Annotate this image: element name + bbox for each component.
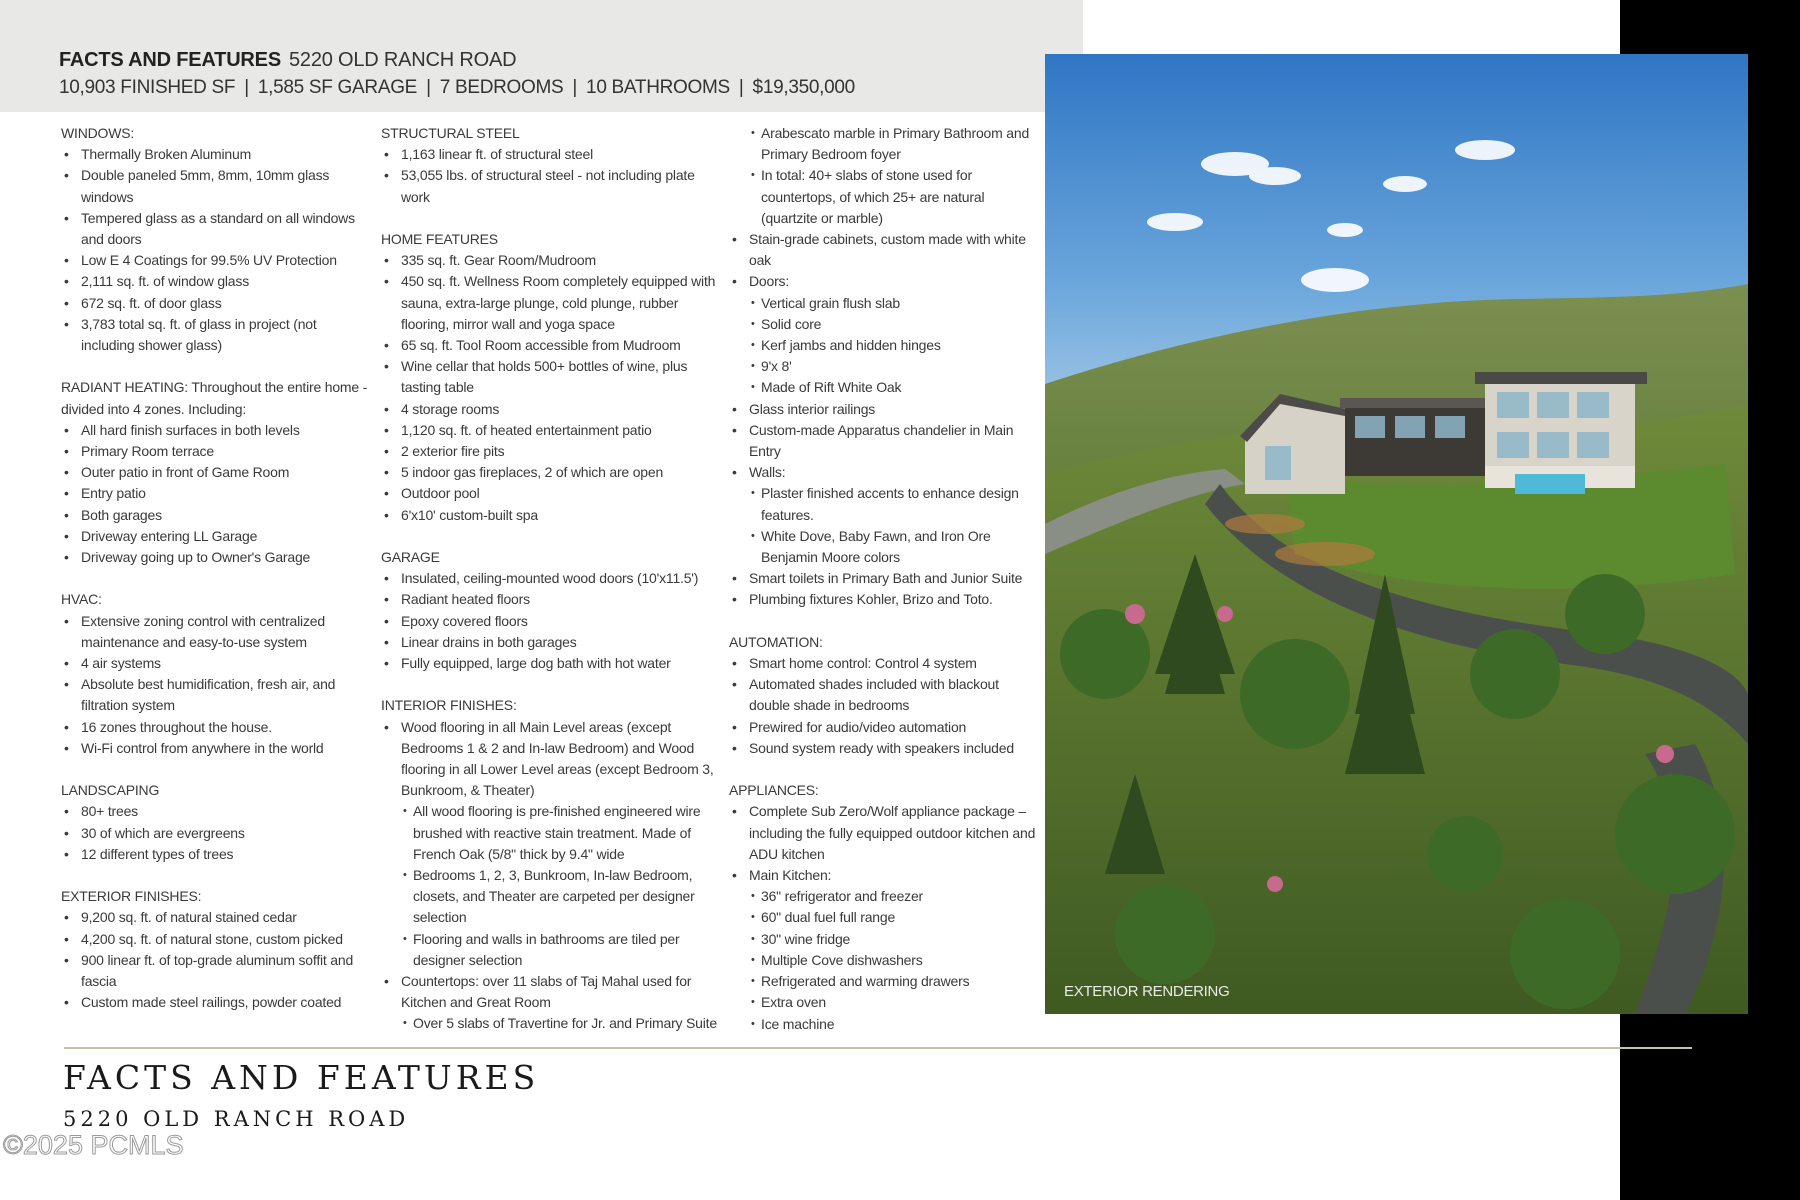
list-item: • Wi-Fi control from anywhere in the world [61,738,371,759]
interior-finishes-continued [729,123,1039,611]
sub-feature-list [729,886,1039,1034]
list-item: • Refrigerated and warming drawers [729,971,1039,992]
list-item: • Thermally Broken Aluminum [61,144,371,165]
list-item: • Outdoor pool [381,483,721,504]
feature-list [61,420,371,568]
list-item: • 30" wine fridge [729,929,1039,950]
feature-list [61,144,371,356]
list-item: • 53,055 lbs. of structural steel - not including plate work [381,165,721,207]
list-item: • Bedrooms 1, 2, 3, Bunkroom, In-law Bedroom, closets, and Theater are carpeted per designer selection [381,865,721,929]
sub-feature-list [381,1013,721,1034]
radiant-heating-section [61,377,371,568]
features-column-2 [381,123,721,1035]
list-item: • 2,111 sq. ft. of window glass [61,271,371,292]
list-item: • Double paneled 5mm, 8mm, 10mm glass windows [61,165,371,207]
list-item: • 9,200 sq. ft. of natural stained cedar [61,907,371,928]
stat-bedrooms: 7 BEDROOMS [439,77,564,98]
feature-list [381,250,721,526]
feature-list [61,611,371,759]
structural-steel-section [381,123,721,208]
list-item: • Kerf jambs and hidden hinges [729,335,1039,356]
list-item: • Plumbing fixtures Kohler, Brizo and Toto. [729,589,1039,610]
footer-title: FACTS AND FEATURES [63,1058,540,1097]
list-item: • Walls: [729,462,1039,483]
feature-list [729,399,1039,484]
list-item: • Glass interior railings [729,399,1039,420]
list-item: • 30 of which are evergreens [61,823,371,844]
sub-feature-list [729,293,1039,399]
list-item: • 3,783 total sq. ft. of glass in project (not including shower glass) [61,314,371,356]
property-stats: 10,903 FINISHED SF | 1,585 SF GARAGE | 7 BEDROOMS | 10 BATHROOMS | $19,350,000 [59,77,855,98]
section-heading: AUTOMATION: [729,633,823,650]
photo-caption: EXTERIOR RENDERING [1064,983,1230,1000]
list-item: • 1,163 linear ft. of structural steel [381,144,721,165]
list-item: • All wood flooring is pre-finished engineered wire brushed with reactive stain treatment. Made of French Oak (5/8" thick by 9.4" wide [381,801,721,865]
list-item: • Flooring and walls in bathrooms are tiled per designer selection [381,929,721,971]
feature-list [61,907,371,1013]
interior-finishes-section [381,695,721,1034]
list-item: • Prewired for audio/video automation [729,717,1039,738]
list-item: • Low E 4 Coatings for 99.5% UV Protection [61,250,371,271]
list-item: • Smart home control: Control 4 system [729,653,1039,674]
list-item: • 6'x10' custom-built spa [381,505,721,526]
list-item: • 4 air systems [61,653,371,674]
list-item: • 65 sq. ft. Tool Room accessible from Mudroom [381,335,721,356]
list-item: • Driveway going up to Owner's Garage [61,547,371,568]
list-item: • 335 sq. ft. Gear Room/Mudroom [381,250,721,271]
list-item: • 9'x 8' [729,356,1039,377]
list-item: • 900 linear ft. of top-grade aluminum soffit and fascia [61,950,371,992]
list-item: • Wine cellar that holds 500+ bottles of wine, plus tasting table [381,356,721,398]
feature-list [729,568,1039,610]
list-item: • Ice machine [729,1014,1039,1035]
list-item: • Linear drains in both garages [381,632,721,653]
section-heading: GARAGE [381,549,440,566]
section-heading: HVAC: [61,591,102,608]
section-heading: INTERIOR FINISHES: [381,697,517,714]
section-heading: WINDOWS: [61,125,135,141]
page-title [59,49,516,72]
list-item: • Primary Room terrace [61,441,371,462]
list-item: • Custom-made Apparatus chandelier in Main Entry [729,420,1039,462]
list-item: • Stain-grade cabinets, custom made with white oak [729,229,1039,271]
automation-section [729,632,1039,759]
stat-finished-sf: 10,903 FINISHED SF [59,77,236,98]
features-column-3 [729,123,1039,1035]
rendering-illustration [1045,54,1748,1014]
list-item: • Multiple Cove dishwashers [729,950,1039,971]
landscaping-section [61,780,371,865]
list-item: • 450 sq. ft. Wellness Room completely equipped with sauna, extra-large plunge, cold plunge, rubber flooring, mirror wall and yoga space [381,271,721,335]
list-item: • White Dove, Baby Fawn, and Iron Ore Benjamin Moore colors [729,526,1039,568]
copyright-watermark: ©2025 PCMLS [3,1130,184,1160]
exterior-rendering-photo [1045,54,1748,1014]
list-item: • Custom made steel railings, powder coated [61,992,371,1013]
list-item: • Main Kitchen: [729,865,1039,886]
list-item: • Solid core [729,314,1039,335]
sub-feature-list [729,483,1039,568]
home-features-section [381,229,721,526]
list-item: • Extensive zoning control with centralized maintenance and easy-to-use system [61,611,371,653]
list-item: • Countertops: over 11 slabs of Taj Mahal used for Kitchen and Great Room [381,971,721,1013]
list-item: • Driveway entering LL Garage [61,526,371,547]
list-item: • Arabescato marble in Primary Bathroom and Primary Bedroom foyer [729,123,1039,165]
features-column-1 [61,123,371,1013]
list-item: • 36" refrigerator and freezer [729,886,1039,907]
list-item: • Made of Rift White Oak [729,377,1039,398]
exterior-finishes-section [61,886,371,1013]
list-item: • Automated shades included with blackout double shade in bedrooms [729,674,1039,716]
feature-list [729,229,1039,293]
list-item: • 16 zones throughout the house. [61,717,371,738]
list-item: • Doors: [729,271,1039,292]
list-item: • 4 storage rooms [381,399,721,420]
list-item: • 4,200 sq. ft. of natural stone, custom picked [61,929,371,950]
feature-list [381,568,721,674]
stat-price: $19,350,000 [752,77,855,98]
list-item: • 5 indoor gas fireplaces, 2 of which are open [381,462,721,483]
list-item: • Fully equipped, large dog bath with hot water [381,653,721,674]
title-text: FACTS AND FEATURES [59,49,281,71]
feature-list [729,801,1039,886]
sub-feature-list [729,123,1039,229]
title-address: 5220 OLD RANCH ROAD [288,49,517,71]
section-heading: LANDSCAPING [61,782,160,799]
list-item: • Outer patio in front of Game Room [61,462,371,483]
section-heading: APPLIANCES: [729,782,819,799]
list-item: • 60" dual fuel full range [729,907,1039,928]
feature-list [381,971,721,1013]
section-heading: HOME FEATURES [381,231,498,247]
list-item: • Radiant heated floors [381,589,721,610]
feature-list [381,144,721,208]
list-item: • Entry patio [61,483,371,504]
footer-address: 5220 OLD RANCH ROAD [63,1107,410,1131]
list-item: • 12 different types of trees [61,844,371,865]
stat-bathrooms: 10 BATHROOMS [586,77,730,98]
list-item: • Vertical grain flush slab [729,293,1039,314]
list-item: • In total: 40+ slabs of stone used for countertops, of which 25+ are natural (quartzite or marble) [729,165,1039,229]
section-heading: EXTERIOR FINISHES: [61,888,202,905]
list-item: • Absolute best humidification, fresh air, and filtration system [61,674,371,716]
list-item: • Extra oven [729,992,1039,1013]
list-item: • Both garages [61,505,371,526]
list-item: • All hard finish surfaces in both levels [61,420,371,441]
list-item: • 1,120 sq. ft. of heated entertainment patio [381,420,721,441]
list-item: • Insulated, ceiling-mounted wood doors (10'x11.5') [381,568,721,589]
section-heading: RADIANT HEATING: Throughout the entire home - divided into 4 zones. Including: [61,379,368,417]
section-heading: STRUCTURAL STEEL [381,125,520,141]
list-item: • Plaster finished accents to enhance design features. [729,483,1039,525]
stat-garage-sf: 1,585 SF GARAGE [257,77,418,98]
garage-section [381,547,721,674]
list-item: • Complete Sub Zero/Wolf appliance package – including the fully equipped outdoor kitchen and ADU kitchen [729,801,1039,865]
list-item: • Over 5 slabs of Travertine for Jr. and Primary Suite [381,1013,721,1034]
list-item: • Epoxy covered floors [381,611,721,632]
list-item: • Smart toilets in Primary Bath and Junior Suite [729,568,1039,589]
sub-feature-list [381,801,721,971]
list-item: • Sound system ready with speakers included [729,738,1039,759]
windows-section [61,123,371,356]
list-item: • 2 exterior fire pits [381,441,721,462]
list-item: • Wood flooring in all Main Level areas (except Bedrooms 1 & 2 and In-law Bedroom) and Wood flooring in all Lower Level areas (except Bedroom 3, Bunkroom, & Theater) [381,717,721,802]
hvac-section [61,589,371,759]
feature-list [381,717,721,802]
appliances-section [729,780,1039,1034]
feature-list [61,801,371,865]
footer-divider [64,1047,1692,1049]
list-item: • 672 sq. ft. of door glass [61,293,371,314]
feature-list [729,653,1039,759]
list-item: • Tempered glass as a standard on all windows and doors [61,208,371,250]
list-item: • 80+ trees [61,801,371,822]
